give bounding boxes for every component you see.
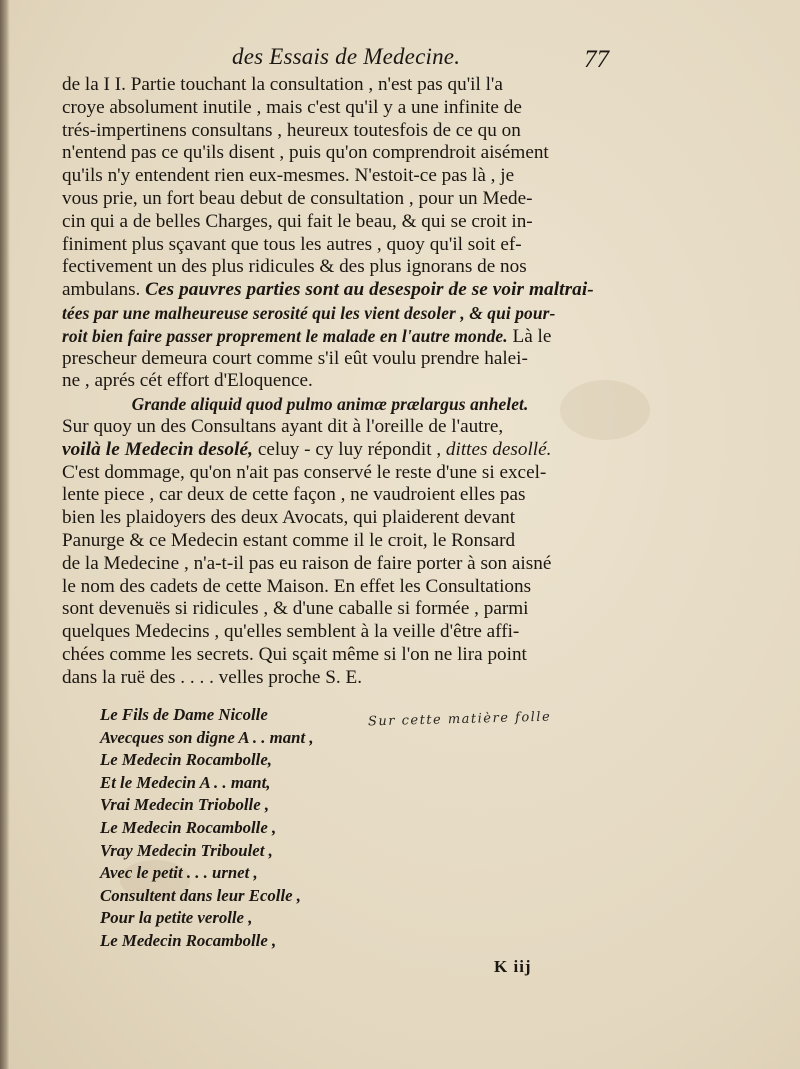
text-line: quelques Medecins , qu'elles semblent à la veille d'être affi- [62, 621, 520, 643]
text-line: qu'ils n'y entendent rien eux-mesmes. N'estoit-ce pas là , je [62, 165, 515, 187]
body-text [62, 74, 618, 690]
text-line: chées comme les secrets. Qui sçait même si l'on ne lira point [62, 643, 527, 665]
poem-line: Vray Medecin Triboulet , [100, 840, 273, 860]
text-line: Sur quoy un des Consultans ayant dit à l'oreille de l'autre, [62, 415, 504, 437]
text-line [62, 439, 618, 462]
text-line: finiment plus sçavant que tous les autres , quoy qu'il soit ef- [62, 233, 522, 255]
text-line [62, 279, 618, 302]
text-line: vous prie, un fort beau debut de consultation , pour un Mede- [62, 187, 533, 209]
text-line: dans la ruë des . . . . velles proche S. E. [62, 666, 362, 688]
text-line: de la I I. Partie touchant la consultation , n'est pas qu'il l'a [62, 74, 503, 95]
text-line: de la Medecine , n'a-t-il pas eu raison de faire porter à son aisné [62, 552, 552, 574]
text-line: Panurge & ce Medecin estant comme il le croit, le Ronsard [62, 529, 516, 551]
latin-verse: Grande aliquid quod pulmo animæ prælargus anhelet. [131, 394, 529, 415]
handwritten-note: Sur cette matière folle [367, 709, 552, 730]
poem-line: Consultent dans leur Ecolle , [100, 885, 301, 905]
text-line: le nom des cadets de cette Maison. En effet les Consultations [62, 575, 532, 597]
text-line: bien les plaidoyers des deux Avocats, qui plaiderent devant [62, 507, 516, 529]
text-line: fectivement un des plus ridicules & des plus ignorans de nos [62, 256, 527, 278]
running-head-title: des Essais de Medecine. [232, 44, 461, 69]
poem-line: Le Medecin Rocambolle , [100, 930, 277, 950]
text-italic: roit bien faire passer proprement le malade en l'autre monde. [62, 325, 508, 346]
text-line-italic: tées par une malheureuse serosité qui les vient desoler , & qui pour- [62, 302, 556, 323]
poem-line: Avec le petit . . . urnet , [100, 863, 258, 883]
signature-mark: K iij [494, 957, 532, 976]
text-line: C'est dommage, qu'on n'ait pas conservé le reste d'une si excel- [62, 461, 547, 483]
poem-line: Pour la petite verolle , [100, 908, 253, 928]
poem-line: Le Medecin Rocambolle , [100, 817, 277, 837]
text-line: prescheur demeura court comme s'il eût voulu prendre halei- [62, 347, 528, 369]
text-italic: Ces pauvres parties sont au desespoir de se voir maltrai- [145, 279, 594, 301]
text-italic: dittes desollé. [445, 438, 552, 460]
poem-line: Le Medecin Rocambolle, [100, 750, 272, 770]
running-head [232, 44, 652, 74]
text-line: ne , aprés cét effort d'Eloquence. [62, 370, 313, 392]
text-roman: ambulans. [62, 279, 141, 301]
poem-line: Et le Medecin A . . mant, [100, 772, 271, 792]
text-roman: Là le [512, 325, 552, 347]
poem-line: Vrai Medecin Triobolle , [100, 795, 270, 815]
text-line: sont devenuës si ridicules , & d'une caballe si formée , parmi [62, 598, 529, 620]
text-italic: voilà le Medecin desolé, [62, 438, 254, 460]
text-line: cin qui a de belles Charges, qui fait le beau, & qui se croit in- [62, 210, 533, 232]
text-roman: celuy - cy luy répondit , [257, 438, 442, 460]
text-line: n'entend pas ce qu'ils disent , puis qu'on comprendroit aisément [62, 142, 549, 164]
text-line [62, 325, 618, 348]
text-line: trés-impertinens consultans , heureux toutesfois de ce qu on [62, 119, 521, 141]
text-line: croye absolument inutile , mais c'est qu'il y a une infinite de [62, 96, 522, 118]
poem-line: Avecques son digne A . . mant , [100, 727, 314, 747]
page-gutter-shadow [0, 0, 10, 1069]
poem [100, 704, 360, 953]
poem-line: Le Fils de Dame Nicolle [100, 705, 268, 724]
page-number: 77 [584, 46, 609, 73]
text-line: lente piece , car deux de cette façon , ne vaudroient elles pas [62, 484, 526, 506]
